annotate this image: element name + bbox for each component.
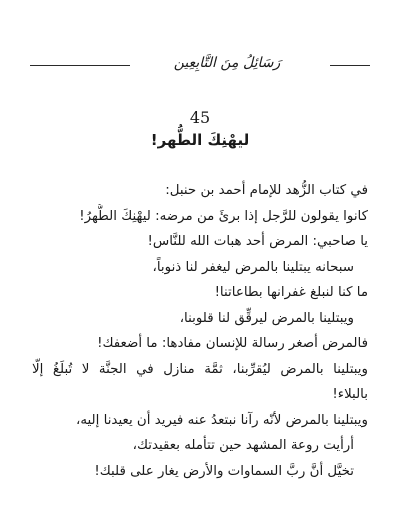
running-header <box>30 55 370 75</box>
text-line: فالمرض أصغر رسالة للإنسان مفادها: ما أضعفك! <box>97 336 368 351</box>
text-line: يا صاحبي: المرض أحد هبات الله للنَّاس! <box>147 234 368 249</box>
text-line: ويبتلينا بالمرض ليُقرِّبنا، ثمَّة منازل في الجنَّة لا تُبلَغُ إلّا <box>32 361 368 377</box>
text-line: في كتاب الزُّهد للإمام أحمد بن حنبل: <box>165 183 368 198</box>
text-line: تخيَّل أنَّ ربَّ السماوات والأرض يغار على قلبك! <box>94 463 354 479</box>
text-line: أرأيت روعة المشهد حين تتأمله بعقيدتك، <box>132 438 354 453</box>
text-line: ويبتلينا بالمرض لأنّه رآنا نبتعدُ عنه فيريد أن يعيدنا إليه، <box>76 412 368 428</box>
text-line: ما كنا لنبلغ غفرانها بطاعاتنا! <box>214 285 368 300</box>
header-rule-right <box>330 65 370 66</box>
text-line: سبحانه يبتلينا بالمرض ليغفر لنا ذنوباً، <box>152 259 354 275</box>
body-text <box>32 178 368 484</box>
chapter-title: ليهْنِكَ الطُّهر! <box>150 131 250 149</box>
book-title-header: رَسَائِلُ مِنَ التَّابِعِين <box>173 55 281 71</box>
chapter-number: 45 <box>189 108 211 127</box>
text-line: بالبلاء! <box>332 387 368 402</box>
text-line: ويبتلينا بالمرض ليرقِّق لنا قلوبنا، <box>179 310 354 326</box>
text-line: كانوا يقولون للرَّجل إذا برئَ من مرضه: ليهْنِكَ الطُّهرُ! <box>79 208 368 224</box>
header-rule-left <box>30 65 130 66</box>
